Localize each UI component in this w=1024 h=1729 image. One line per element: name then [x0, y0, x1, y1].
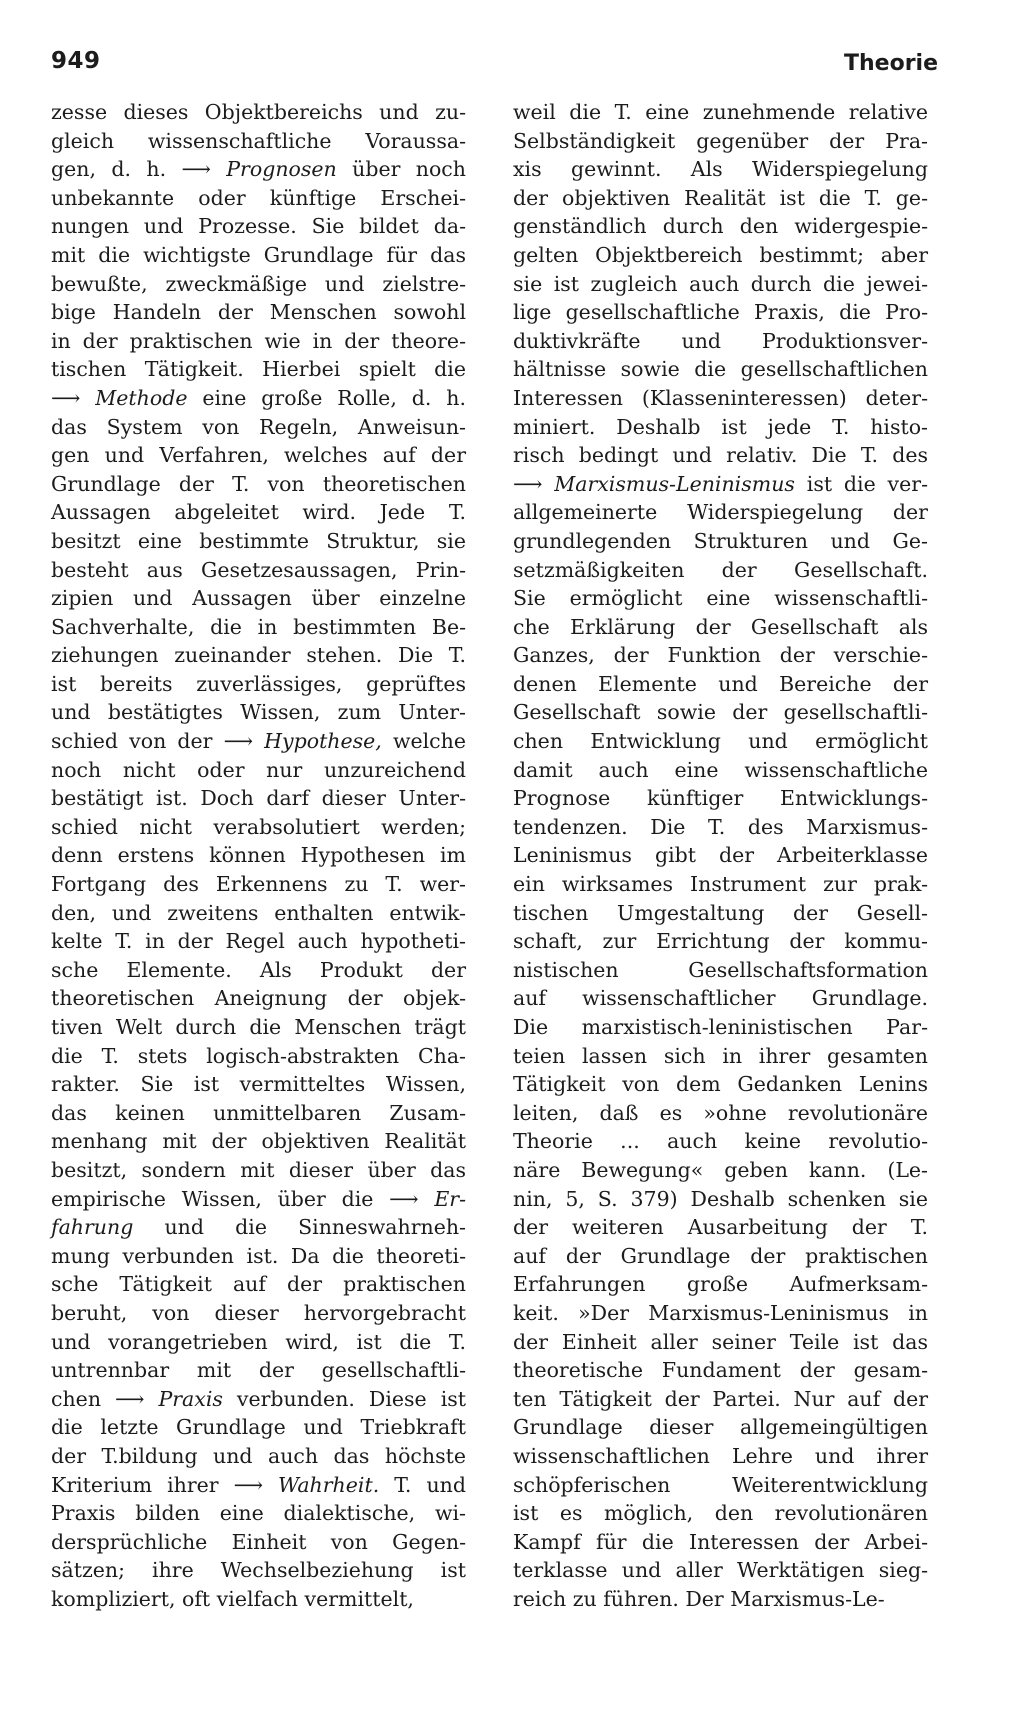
text-line [513, 355, 928, 384]
text-line [51, 498, 466, 527]
line-text: das keinen unmittelbaren Zusam- [51, 1100, 466, 1125]
text-line [51, 841, 466, 870]
text-line [513, 98, 928, 127]
line-text: nungen und Prozesse. Sie bildet da- [51, 214, 466, 239]
line-text: chen [51, 1386, 116, 1411]
line-text: sche Elemente. Als Produkt der [51, 957, 466, 982]
line-text: Aussagen abgeleitet wird. Jede T. [51, 500, 466, 525]
text-line [513, 1070, 928, 1099]
line-text: denn erstens können Hypothesen im [51, 843, 466, 868]
text-line [51, 1585, 466, 1614]
line-text: zesse dieses Objektbereichs und zu- [51, 100, 466, 124]
line-text: und bestätigtes Wissen, zum Unter- [51, 700, 466, 725]
line-text: den, und zweitens enthalten entwik- [51, 900, 466, 925]
text-line [51, 155, 466, 184]
line-text: und die Sinneswahrneh- [133, 1215, 466, 1240]
line-text: Leninismus gibt der Arbeiterklasse [513, 843, 928, 868]
text-line [51, 956, 466, 985]
line-text: sche Tätigkeit auf der praktischen [51, 1272, 466, 1297]
line-text: empirische Wissen, über die [51, 1186, 390, 1211]
text-line [51, 641, 466, 670]
text-line [513, 927, 928, 956]
text-line [513, 527, 928, 556]
line-text: theoretischen Aneignung der objek- [51, 986, 466, 1011]
text-line [51, 1042, 466, 1071]
line-text: tischen Tätigkeit. Hierbei spielt die [51, 357, 466, 382]
line-text: Grundlage der T. von theoretischen [51, 471, 466, 496]
cross-reference-arrow-icon: ⟶ [181, 157, 227, 182]
line-text: eine große Rolle, d. h. [187, 385, 466, 410]
line-text: besteht aus Gesetzesaussagen, Prin- [51, 557, 466, 582]
text-line [513, 1413, 928, 1442]
text-line [513, 899, 928, 928]
text-line [51, 1099, 466, 1128]
text-line [51, 527, 466, 556]
text-line [51, 1328, 466, 1357]
line-text: das System von Regeln, Anweisun- [51, 414, 466, 439]
text-line [51, 1013, 466, 1042]
text-line [513, 698, 928, 727]
text-line [51, 899, 466, 928]
line-text: sie ist zugleich auch durch die jewei- [513, 271, 928, 296]
line-text: Sie ermöglicht eine wissenschaftli- [513, 586, 928, 611]
text-line [513, 1385, 928, 1414]
text-line [51, 784, 466, 813]
cross-reference-link[interactable]: Wahrheit. [278, 1472, 380, 1497]
text-line [513, 1042, 928, 1071]
text-line [51, 556, 466, 585]
line-text: bestätigt ist. Doch darf dieser Unter- [51, 786, 466, 811]
text-line [513, 1471, 928, 1500]
line-text: auf wissenschaftlicher Grundlage. [513, 986, 928, 1011]
line-text: gen und Verfahren, welches auf der [51, 443, 466, 468]
line-text: ein wirksames Instrument zur prak- [513, 872, 928, 897]
cross-reference-arrow-icon: ⟶ [115, 1386, 159, 1411]
cross-reference-link[interactable]: Marxismus-Leninismus [554, 471, 795, 496]
line-text: Interessen (Klasseninteressen) deter- [513, 385, 928, 410]
line-text: Fortgang des Erkennens zu T. wer- [51, 872, 466, 897]
text-column-right [513, 98, 928, 1613]
text-line [513, 556, 928, 585]
text-line [513, 727, 928, 756]
line-text: xis gewinnt. Als Widerspiegelung [513, 157, 928, 182]
line-text: teien lassen sich in ihrer gesamten [513, 1043, 928, 1068]
line-text: Erfahrungen große Aufmerksam- [513, 1272, 928, 1297]
text-line [513, 984, 928, 1013]
line-text: risch bedingt und relativ. Die T. des [513, 443, 928, 468]
text-line [513, 1213, 928, 1242]
cross-reference-arrow-icon: ⟶ [389, 1186, 435, 1211]
line-text: Gesellschaft sowie der gesellschaftli- [513, 700, 928, 725]
text-line [513, 498, 928, 527]
line-text: ist es möglich, den revolutionären [513, 1501, 928, 1526]
text-line [51, 1556, 466, 1585]
line-text: unbekannte oder künftige Erschei- [51, 185, 466, 210]
text-line [513, 1242, 928, 1271]
text-line [51, 1499, 466, 1528]
cross-reference-arrow-icon: ⟶ [51, 385, 96, 410]
line-text: noch nicht oder nur unzureichend [51, 757, 466, 782]
text-line [51, 1356, 466, 1385]
text-line [51, 698, 466, 727]
cross-reference-link[interactable]: Prognosen [226, 157, 337, 182]
line-text: che Erklärung der Gesellschaft als [513, 614, 928, 639]
line-text: nin, 5, S. 379) Deshalb schenken sie [513, 1186, 928, 1211]
line-text: untrennbar mit der gesellschaftli- [51, 1358, 466, 1383]
line-text: die T. stets logisch-abstrakten Cha- [51, 1043, 466, 1068]
line-text: Prognose künftiger Entwicklungs- [513, 786, 928, 811]
text-line [513, 1528, 928, 1557]
line-text: bige Handeln der Menschen sowohl [51, 300, 466, 325]
line-text: damit auch eine wissenschaftliche [513, 757, 928, 782]
line-text: rakter. Sie ist vermitteltes Wissen, [51, 1072, 466, 1097]
text-line [51, 670, 466, 699]
line-text: sätzen; ihre Wechselbeziehung ist [51, 1558, 466, 1583]
line-text: gelten Objektbereich bestimmt; aber [513, 242, 928, 267]
text-line [513, 298, 928, 327]
page-number: 949 [51, 48, 101, 74]
text-line [513, 1442, 928, 1471]
line-text: näre Bewegung« geben kann. (Le- [513, 1157, 928, 1182]
text-line [513, 1185, 928, 1214]
line-text: Selbständigkeit gegenüber der Pra- [513, 128, 928, 153]
line-text: hältnisse sowie die gesellschaftlichen [513, 357, 928, 382]
line-text: tiven Welt durch die Menschen trägt [51, 1015, 466, 1039]
line-text: Tätigkeit von dem Gedanken Lenins [513, 1072, 928, 1097]
text-line [51, 756, 466, 785]
line-text: Grundlage dieser allgemeingültigen [513, 1415, 928, 1440]
text-line [51, 127, 466, 156]
text-line [51, 613, 466, 642]
text-line [513, 1356, 928, 1385]
line-text: denen Elemente und Bereiche der [513, 671, 928, 696]
line-text: und vorangetrieben wird, ist die T. [51, 1329, 466, 1354]
line-text: über noch [336, 157, 466, 182]
line-text: chen Entwicklung und ermöglicht [513, 729, 928, 754]
text-line [51, 327, 466, 356]
line-text: ist die ver- [794, 471, 928, 496]
text-line [513, 212, 928, 241]
line-text: ten Tätigkeit der Partei. Nur auf der [513, 1386, 928, 1411]
text-line [513, 1156, 928, 1185]
text-line [513, 1127, 928, 1156]
text-line [51, 384, 466, 413]
line-text: mit die wichtigste Grundlage für das [51, 242, 466, 267]
text-line [513, 870, 928, 899]
text-line [51, 1213, 466, 1242]
line-text: lige gesellschaftliche Praxis, die Pro- [513, 300, 928, 325]
text-line [513, 127, 928, 156]
line-text: setzmäßigkeiten der Gesellschaft. [513, 557, 928, 582]
line-text: gleich wissenschaftliche Voraussa- [51, 128, 466, 153]
line-text: ziehungen zueinander stehen. Die T. [51, 643, 466, 668]
text-line [51, 355, 466, 384]
text-column-left [51, 98, 466, 1613]
text-line [51, 1299, 466, 1328]
text-line [513, 270, 928, 299]
line-text: gen, d. h. [51, 157, 182, 182]
line-text: der objektiven Realität ist die T. ge- [513, 185, 928, 210]
text-line [51, 98, 466, 127]
text-line [51, 1442, 466, 1471]
text-line [51, 470, 466, 499]
text-line [513, 327, 928, 356]
line-text: schöpferischen Weiterentwicklung [513, 1472, 928, 1497]
text-line [513, 1270, 928, 1299]
text-line [51, 727, 466, 756]
text-line [513, 1299, 928, 1328]
line-text: zipien und Aussagen über einzelne [51, 586, 466, 611]
line-text: nistischen Gesellschaftsformation [513, 957, 928, 982]
text-line [51, 1413, 466, 1442]
text-line [513, 841, 928, 870]
cross-reference-arrow-icon: ⟶ [513, 471, 555, 496]
line-text: tendenzen. Die T. des Marxismus- [513, 814, 928, 839]
text-line [51, 184, 466, 213]
text-line [51, 1471, 466, 1500]
running-head: Theorie [843, 51, 938, 76]
text-line [513, 641, 928, 670]
line-text: theoretische Fundament der gesam- [513, 1358, 928, 1383]
line-text: bewußte, zweckmäßige und zielstre- [51, 271, 466, 296]
text-line [513, 1585, 928, 1614]
line-text: der T.bildung und auch das höchste [51, 1443, 466, 1468]
line-text: besitzt eine bestimmte Struktur, sie [51, 528, 466, 553]
text-line [51, 584, 466, 613]
line-text: schied nicht verabsolutiert werden; [51, 814, 466, 839]
line-text: dersprüchliche Einheit von Gegen- [51, 1529, 466, 1554]
line-text: duktivkräfte und Produktionsver- [513, 328, 928, 353]
line-text: kompliziert, oft vielfach vermittelt, [51, 1586, 414, 1611]
text-line [51, 1528, 466, 1557]
line-text: der Einheit aller seiner Teile ist das [513, 1329, 928, 1354]
line-text: wissenschaftlichen Lehre und ihrer [513, 1443, 928, 1468]
text-line [513, 613, 928, 642]
line-text: schaft, zur Errichtung der kommu- [513, 929, 928, 954]
line-text: kelte T. in der Regel auch hypotheti- [51, 929, 466, 954]
line-text: schied von der [51, 729, 224, 754]
line-text: T. und [379, 1472, 467, 1497]
line-text: Die marxistisch-leninistischen Par- [513, 1015, 928, 1039]
line-text: menhang mit der objektiven Realität [51, 1129, 466, 1154]
text-line [513, 441, 928, 470]
cross-reference-arrow-icon: ⟶ [233, 1472, 279, 1497]
line-text: ist bereits zuverlässiges, geprüftes [51, 671, 466, 696]
line-text: weil die T. eine zunehmende relative [513, 100, 928, 124]
line-text: miniert. Deshalb ist jede T. histo- [513, 414, 928, 439]
text-line [513, 384, 928, 413]
text-line [51, 298, 466, 327]
line-text: Theorie ... auch keine revolutio- [513, 1129, 928, 1154]
cross-reference-arrow-icon: ⟶ [223, 729, 265, 754]
text-line [513, 241, 928, 270]
text-line [51, 212, 466, 241]
line-text: der weiteren Ausarbeitung der T. [513, 1215, 928, 1240]
text-line [51, 927, 466, 956]
cross-reference-link[interactable]: fahrung [51, 1215, 134, 1240]
line-text: Sachverhalte, die in bestimmten Be- [51, 614, 466, 639]
text-line [513, 670, 928, 699]
text-line [51, 870, 466, 899]
line-text: die letzte Grundlage und Triebkraft [51, 1415, 466, 1440]
text-line [513, 1556, 928, 1585]
cross-reference-link[interactable]: Praxis [158, 1386, 223, 1411]
text-line [51, 1070, 466, 1099]
line-text: auf der Grundlage der praktischen [513, 1243, 928, 1268]
cross-reference-link[interactable]: Er- [434, 1186, 467, 1211]
text-line [51, 1185, 466, 1214]
line-text: grundlegenden Strukturen und Ge- [513, 528, 928, 553]
text-line [513, 956, 928, 985]
text-line [513, 756, 928, 785]
text-line [513, 413, 928, 442]
line-text: Kampf für die Interessen der Arbei- [513, 1529, 928, 1554]
cross-reference-link[interactable]: Hypothese, [264, 729, 382, 754]
line-text: welche [381, 729, 466, 754]
text-line [513, 784, 928, 813]
line-text: tischen Umgestaltung der Gesell- [513, 900, 928, 925]
text-line [51, 1242, 466, 1271]
text-line [51, 1385, 466, 1414]
line-text: Ganzes, der Funktion der verschie- [513, 643, 928, 668]
line-text: Praxis bilden eine dialektische, wi- [51, 1501, 466, 1526]
text-line [51, 413, 466, 442]
line-text: terklasse und aller Werktätigen sieg- [513, 1558, 928, 1583]
text-line [51, 1127, 466, 1156]
text-line [51, 984, 466, 1013]
text-line [51, 241, 466, 270]
cross-reference-link[interactable]: Methode [95, 385, 188, 410]
text-line [513, 155, 928, 184]
text-line [513, 584, 928, 613]
line-text: verbunden. Diese ist [222, 1386, 467, 1411]
text-line [51, 270, 466, 299]
text-line [513, 470, 928, 499]
line-text: in der praktischen wie in der theore- [51, 328, 466, 353]
text-line [51, 813, 466, 842]
text-line [51, 1156, 466, 1185]
line-text: genständlich durch den widergespie- [513, 214, 928, 239]
text-line [513, 184, 928, 213]
text-line [513, 1099, 928, 1128]
line-text: besitzt, sondern mit dieser über das [51, 1157, 466, 1182]
text-line [51, 441, 466, 470]
text-line [513, 1499, 928, 1528]
text-line [513, 1328, 928, 1357]
line-text: Kriterium ihrer [51, 1472, 234, 1497]
line-text: mung verbunden ist. Da die theoreti- [51, 1243, 466, 1268]
text-line [51, 1270, 466, 1299]
line-text: reich zu führen. Der Marxismus-Le- [513, 1586, 885, 1611]
text-line [513, 813, 928, 842]
line-text: beruht, von dieser hervorgebracht [51, 1300, 466, 1325]
line-text: leiten, daß es »ohne revolutionäre [513, 1100, 928, 1125]
line-text: allgemeinerte Widerspiegelung der [513, 500, 928, 525]
line-text: keit. »Der Marxismus-Leninismus in [513, 1300, 928, 1325]
text-line [513, 1013, 928, 1042]
